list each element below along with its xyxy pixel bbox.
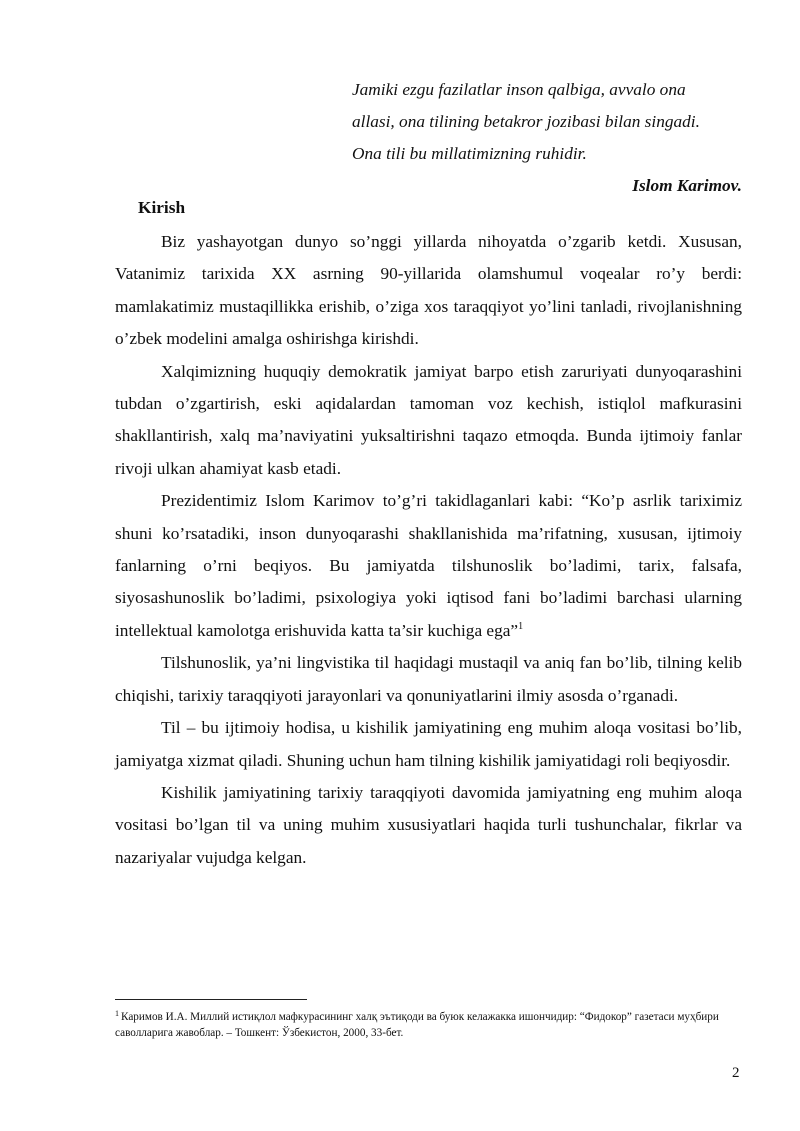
footnote xyxy=(115,1009,742,1041)
footnote-text: Каримов И.А. Миллий истиқлол мафкурасининг халқ эътиқоди ва буюк келажакка ишончидир: “Фидокор” газетаси муҳбири саволларига жавоблар. – Тошкент: Ўзбекистон, 2000, 33-бет. xyxy=(115,1011,719,1039)
paragraph-with-footnote xyxy=(115,485,742,647)
paragraph: Xalqimizning huquqiy demokratik jamiyat barpo etish zaruriyati dunyoqarashini tubdan o’zgartirish, eski aqidalardan tamoman voz kechish, istiqlol mafkurasini shakllantirish, xalq ma’naviyatini yuksaltirishni taqazo etmoqda. Bunda ijtimoiy fanlar rivoji ulkan ahamiyat kasb etadi. xyxy=(115,361,742,478)
epigraph-line: Jamiki ezgu fazilatlar inson qalbiga, avvalo ona xyxy=(352,80,686,99)
page-number: 2 xyxy=(732,1065,740,1081)
footnote-marker: 1 xyxy=(115,1009,119,1018)
footnote-divider xyxy=(115,999,307,1000)
footnote-reference[interactable]: 1 xyxy=(518,620,524,632)
section-heading: Kirish xyxy=(138,198,186,217)
paragraph: Tilshunoslik, ya’ni lingvistika til haqidagi mustaqil va aniq fan bo’lib, tilning kelib chiqishi, tarixiy taraqqiyoti jarayonlari va qonuniyatlarini ilmiy asosda o’rganadi. xyxy=(115,653,742,705)
paragraph: Biz yashayotgan dunyo so’nggi yillarda nihoyatda o’zgarib ketdi. Xususan, Vatanimiz tarixida XX asrning 90-yillarida olamshumul voqealar ro’y berdi: mamlakatimiz mustaqillikka erishib, o’ziga xos taraqqiyot yo’lini tanladi, rivojlanishning o’zbek modelini amalga oshirishga kirishdi. xyxy=(115,232,742,349)
paragraph: Til – bu ijtimoiy hodisa, u kishilik jamiyatining eng muhim aloqa vositasi bo’lib, jamiyatga xizmat qiladi. Shuning uchun ham tilning kishilik jamiyatidagi roli beqiyosdir. xyxy=(115,718,742,770)
paragraph-text: Prezidentimiz Islom Karimov to’g’ri takidlaganlari kabi: “Ko’p asrlik tariximiz shuni ko’rsatadiki, inson dunyoqarashi shakllanishida ma’rifatning, xususan, ijtimoiy fanlarning o’rni beqiyos. Bu jamiyatda tilshunoslik bo’ladimi, tarix, falsafa, siyosashunoslik bo’ladimi, psixologiya yoki iqtisod fani bo’ladimi barchasi ularning intellektual kamolotga erishuvida katta ta’sir kuchiga ega” xyxy=(115,491,742,640)
epigraph xyxy=(352,74,752,170)
epigraph-line: allasi, ona tilining betakror jozibasi bilan singadi. xyxy=(352,112,700,131)
paragraph: Kishilik jamiyatining tarixiy taraqqiyoti davomida jamiyatning eng muhim aloqa vositasi bo’lgan til va uning muhim xususiyatlari haqida turli tushunchalar, fikrlar va nazariyalar vujudga kelgan. xyxy=(115,782,742,867)
epigraph-author: Islom Karimov. xyxy=(632,176,742,195)
body-text xyxy=(115,226,742,874)
epigraph-line: Ona tili bu millatimizning ruhidir. xyxy=(352,144,587,163)
